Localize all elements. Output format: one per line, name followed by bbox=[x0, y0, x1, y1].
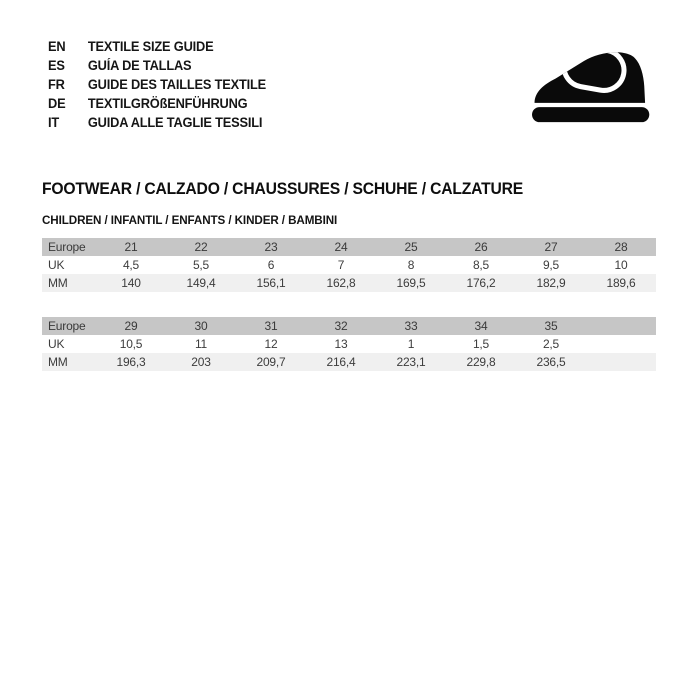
language-label: GUIDE DES TAILLES TEXTILE bbox=[87, 77, 267, 92]
size-table-29-35 bbox=[42, 317, 656, 371]
size-cell: 25 bbox=[376, 238, 446, 256]
language-row-it bbox=[48, 113, 266, 132]
size-cell: 149,4 bbox=[166, 274, 236, 292]
section-title: FOOTWEAR / CALZADO / CHAUSSURES / SCHUHE / CALZATURE bbox=[42, 180, 523, 198]
language-code: FR bbox=[48, 77, 65, 92]
size-cell: 24 bbox=[306, 238, 376, 256]
size-cell: 29 bbox=[96, 317, 166, 335]
size-cell: 12 bbox=[236, 335, 306, 353]
language-code: IT bbox=[48, 115, 60, 130]
size-cell: 169,5 bbox=[376, 274, 446, 292]
table-row-europe bbox=[42, 317, 656, 335]
row-label: UK bbox=[42, 256, 96, 274]
language-label: TEXTILE SIZE GUIDE bbox=[87, 39, 214, 54]
row-label: Europe bbox=[42, 238, 96, 256]
size-cell: 8,5 bbox=[446, 256, 516, 274]
language-code: EN bbox=[48, 39, 66, 54]
size-cell: 10 bbox=[586, 256, 656, 274]
size-cell: 32 bbox=[306, 317, 376, 335]
row-label: MM bbox=[42, 353, 96, 371]
language-row-en bbox=[48, 37, 266, 56]
size-cell: 33 bbox=[376, 317, 446, 335]
size-cell: 30 bbox=[166, 317, 236, 335]
shoe-icon-svg bbox=[527, 45, 661, 129]
table-row-uk bbox=[42, 335, 656, 353]
row-label: MM bbox=[42, 274, 96, 292]
row-label: UK bbox=[42, 335, 96, 353]
table-row-uk bbox=[42, 256, 656, 274]
children-shoe-icon bbox=[527, 45, 661, 129]
size-cell: 209,7 bbox=[236, 353, 306, 371]
size-cell: 1 bbox=[376, 335, 446, 353]
table-row-europe bbox=[42, 238, 656, 256]
size-cell: 216,4 bbox=[306, 353, 376, 371]
size-cell: 26 bbox=[446, 238, 516, 256]
size-cell: 22 bbox=[166, 238, 236, 256]
size-cell: 10,5 bbox=[96, 335, 166, 353]
size-cell: 140 bbox=[96, 274, 166, 292]
language-row-de bbox=[48, 94, 266, 113]
size-cell: 5,5 bbox=[166, 256, 236, 274]
size-cell: 156,1 bbox=[236, 274, 306, 292]
language-label: TEXTILGRÖßENFÜHRUNG bbox=[87, 96, 248, 111]
table-row-mm bbox=[42, 353, 656, 371]
size-cell: 34 bbox=[446, 317, 516, 335]
size-cell: 162,8 bbox=[306, 274, 376, 292]
language-label: GUÍA DE TALLAS bbox=[87, 58, 192, 73]
size-cell: 13 bbox=[306, 335, 376, 353]
row-label: Europe bbox=[42, 317, 96, 335]
size-cell: 23 bbox=[236, 238, 306, 256]
section-subtitle: CHILDREN / INFANTIL / ENFANTS / KINDER / BAMBINI bbox=[42, 213, 338, 227]
language-code: DE bbox=[48, 96, 66, 111]
table-row-mm bbox=[42, 274, 656, 292]
size-cell: 9,5 bbox=[516, 256, 586, 274]
size-cell bbox=[586, 335, 656, 353]
size-cell: 236,5 bbox=[516, 353, 586, 371]
size-cell: 203 bbox=[166, 353, 236, 371]
size-cell: 6 bbox=[236, 256, 306, 274]
size-cell: 8 bbox=[376, 256, 446, 274]
size-cell: 21 bbox=[96, 238, 166, 256]
size-cell: 31 bbox=[236, 317, 306, 335]
size-cell: 4,5 bbox=[96, 256, 166, 274]
language-row-fr bbox=[48, 75, 266, 94]
size-cell: 2,5 bbox=[516, 335, 586, 353]
size-cell bbox=[586, 353, 656, 371]
size-cell: 28 bbox=[586, 238, 656, 256]
size-cell: 11 bbox=[166, 335, 236, 353]
language-code: ES bbox=[48, 58, 65, 73]
size-table-21-28 bbox=[42, 238, 656, 292]
size-cell: 229,8 bbox=[446, 353, 516, 371]
size-cell: 223,1 bbox=[376, 353, 446, 371]
language-list bbox=[48, 37, 278, 132]
size-cell: 35 bbox=[516, 317, 586, 335]
size-cell: 196,3 bbox=[96, 353, 166, 371]
size-cell: 27 bbox=[516, 238, 586, 256]
size-cell: 176,2 bbox=[446, 274, 516, 292]
size-cell: 1,5 bbox=[446, 335, 516, 353]
size-cell: 189,6 bbox=[586, 274, 656, 292]
size-cell: 7 bbox=[306, 256, 376, 274]
language-label: GUIDA ALLE TAGLIE TESSILI bbox=[87, 115, 263, 130]
size-cell bbox=[586, 317, 656, 335]
size-cell: 182,9 bbox=[516, 274, 586, 292]
language-row-es bbox=[48, 56, 266, 75]
